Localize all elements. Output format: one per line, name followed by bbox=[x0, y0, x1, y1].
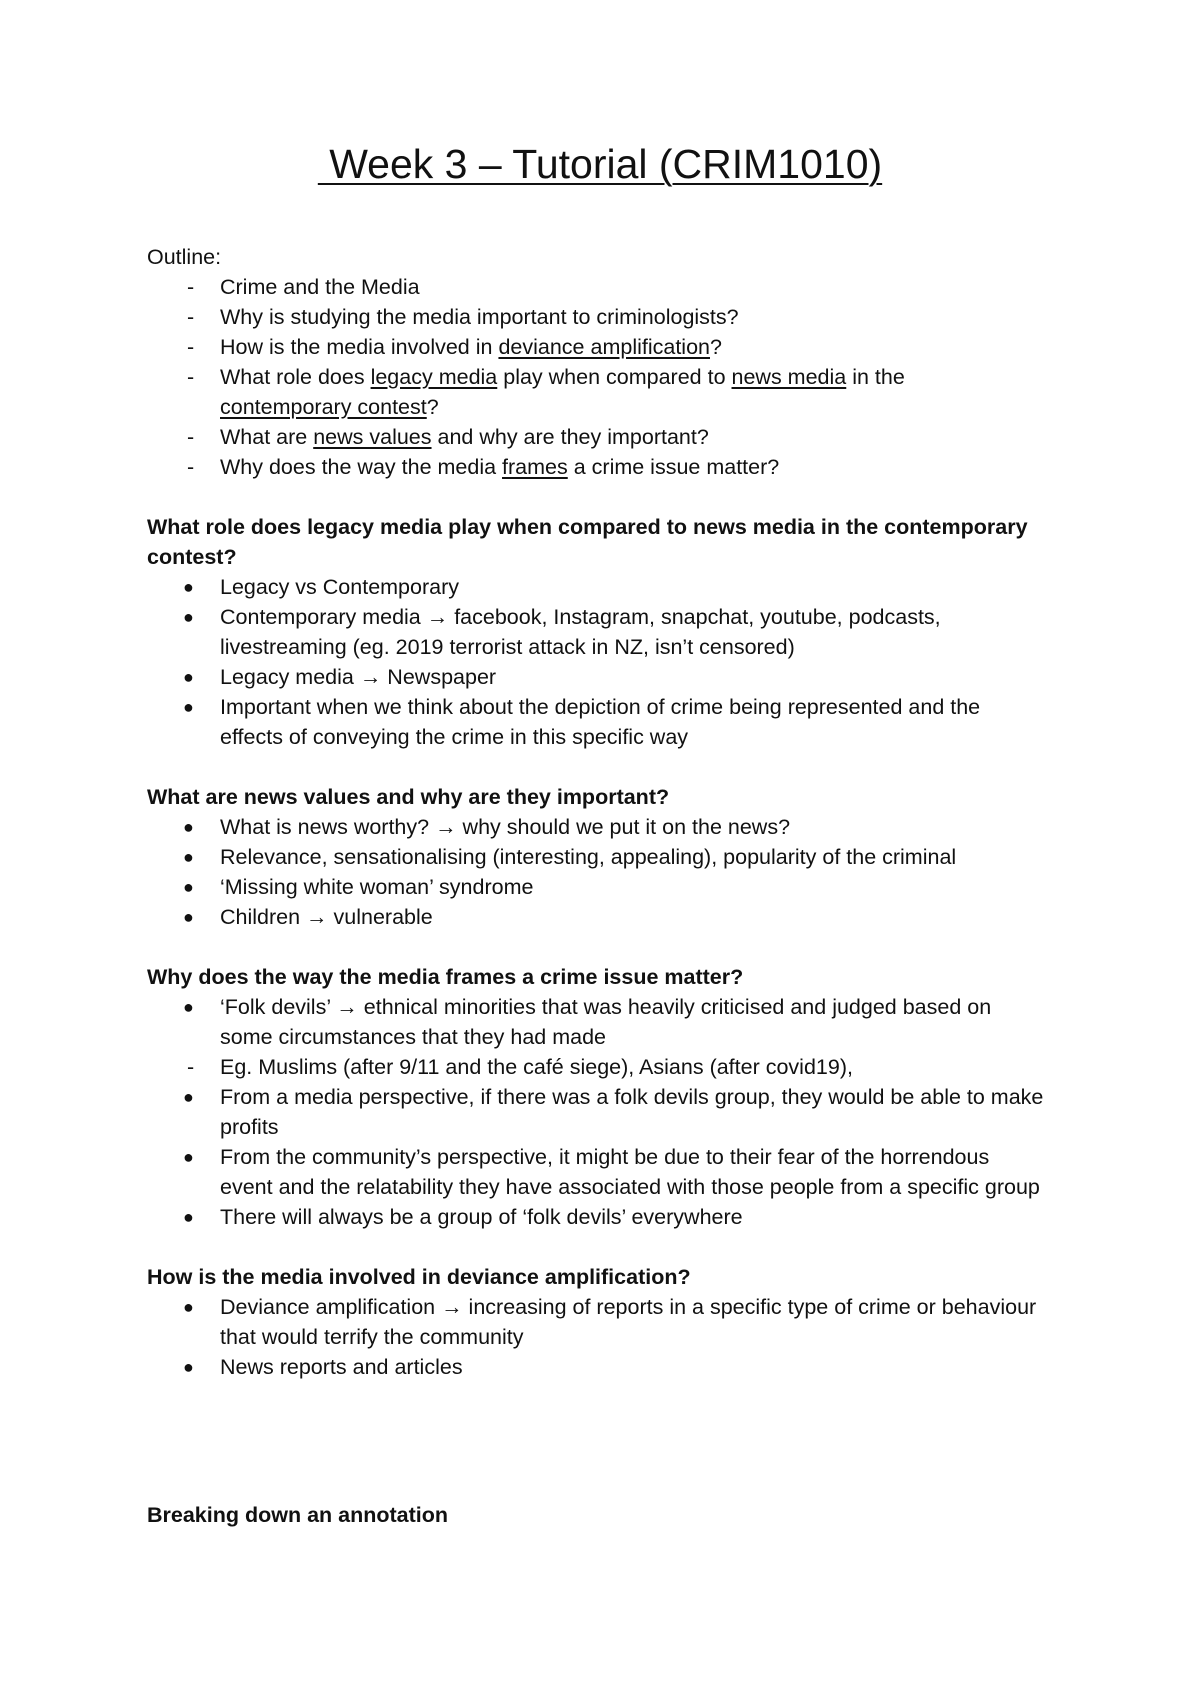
list-item-text: Important when we think about the depiction of crime being represented and the effects of conveying the crime in this specific way bbox=[220, 695, 981, 749]
outline-item-text: How is the media involved in bbox=[220, 335, 499, 359]
list-item-text: Relevance, sensationalising (interesting, appealing), popularity of the criminal bbox=[220, 845, 957, 869]
list-item bbox=[147, 1352, 1047, 1382]
underlined-term: deviance amplification bbox=[498, 335, 710, 359]
outline-item bbox=[147, 302, 1047, 332]
bullet-marker: ● bbox=[183, 577, 194, 597]
list-item bbox=[147, 842, 1047, 872]
document-body bbox=[147, 242, 1047, 1530]
list-item bbox=[147, 1292, 1047, 1352]
list-item bbox=[147, 692, 1047, 752]
outline-item bbox=[147, 422, 1047, 452]
list-item-text: Legacy vs Contemporary bbox=[220, 575, 459, 599]
list-item-text: ‘Folk devils’ → ethnical minorities that was heavily criticised and judged based on some circumstances that they had made bbox=[220, 995, 992, 1049]
outline-item-text: ? bbox=[710, 335, 722, 359]
bullet-marker: ● bbox=[183, 1297, 194, 1317]
outline-item bbox=[147, 362, 1047, 422]
bullet-marker: ● bbox=[183, 997, 194, 1017]
underlined-term: news media bbox=[731, 365, 847, 389]
outline-item-text: play when compared to bbox=[497, 365, 732, 389]
dash-marker: - bbox=[187, 455, 195, 479]
dash-marker: - bbox=[187, 1055, 195, 1079]
outline-item-text: What role does bbox=[220, 365, 371, 389]
list-item bbox=[147, 662, 1047, 692]
outline-item bbox=[147, 452, 1047, 482]
list-item-text: Eg. Muslims (after 9/11 and the café siege), Asians (after covid19), bbox=[220, 1055, 853, 1079]
document-title: Week 3 – Tutorial (CRIM1010) bbox=[317, 141, 883, 187]
dash-marker: - bbox=[187, 425, 195, 449]
bullet-marker: ● bbox=[183, 1087, 194, 1107]
list-item bbox=[147, 812, 1047, 842]
list-item bbox=[147, 602, 1047, 662]
list-item-text: Deviance amplification → increasing of reports in a specific type of crime or behaviour that would terrify the community bbox=[220, 1295, 1037, 1349]
spacer bbox=[147, 482, 1047, 512]
list-item-text: What is news worthy? → why should we put it on the news? bbox=[220, 815, 791, 839]
outline-item-text: What are bbox=[220, 425, 314, 449]
outline-label: Outline: bbox=[147, 245, 222, 269]
dash-marker: - bbox=[187, 335, 195, 359]
section-heading-annotation: Breaking down an annotation bbox=[147, 1503, 449, 1527]
outline-item-text: a crime issue matter? bbox=[567, 455, 780, 479]
underlined-term: frames bbox=[502, 455, 568, 479]
bullet-marker: ● bbox=[183, 1207, 194, 1227]
bullet-marker: ● bbox=[183, 1357, 194, 1377]
bullet-marker: ● bbox=[183, 697, 194, 717]
dash-marker: - bbox=[187, 305, 195, 329]
list-item-text: News reports and articles bbox=[220, 1355, 463, 1379]
bullet-marker: ● bbox=[183, 817, 194, 837]
outline-item-text: Crime and the Media bbox=[220, 275, 420, 299]
list-item bbox=[147, 1202, 1047, 1232]
underlined-term: legacy media bbox=[370, 365, 498, 389]
list-item bbox=[147, 1142, 1047, 1202]
outline-item-text: in the bbox=[846, 365, 905, 389]
dash-marker: - bbox=[187, 275, 195, 299]
spacer bbox=[147, 1232, 1047, 1262]
list-item bbox=[147, 1082, 1047, 1142]
bullet-marker: ● bbox=[183, 907, 194, 927]
bullet-marker: ● bbox=[183, 847, 194, 867]
bullet-marker: ● bbox=[183, 667, 194, 687]
list-item-text: Legacy media → Newspaper bbox=[220, 665, 497, 689]
list-item-text: From the community’s perspective, it might be due to their fear of the horrendous event and the relatability they have associated with those people from a specific group bbox=[220, 1145, 1040, 1199]
bullet-marker: ● bbox=[183, 877, 194, 897]
section-heading-media-frames: Why does the way the media frames a crime issue matter? bbox=[147, 965, 744, 989]
list-item bbox=[147, 872, 1047, 902]
list-item-text: From a media perspective, if there was a folk devils group, they would be able to make profits bbox=[220, 1085, 1044, 1139]
spacer bbox=[147, 932, 1047, 962]
bullet-marker: ● bbox=[183, 607, 194, 627]
outline-item-text: ? bbox=[426, 395, 439, 419]
outline-item bbox=[147, 332, 1047, 362]
list-item bbox=[147, 902, 1047, 932]
outline-item-text: Why is studying the media important to criminologists? bbox=[220, 305, 739, 329]
list-item-text: There will always be a group of ‘folk devils’ everywhere bbox=[220, 1205, 743, 1229]
section-heading-legacy-media: What role does legacy media play when compared to news media in the contemporary contest? bbox=[147, 515, 1028, 569]
outline-item bbox=[147, 272, 1047, 302]
bullet-marker: ● bbox=[183, 1147, 194, 1167]
list-item bbox=[147, 1052, 1047, 1082]
dash-marker: - bbox=[187, 365, 195, 389]
outline-item-text: and why are they important? bbox=[431, 425, 709, 449]
outline-item-text: Why does the way the media bbox=[220, 455, 503, 479]
list-item bbox=[147, 572, 1047, 602]
list-item-text: Children → vulnerable bbox=[220, 905, 433, 929]
spacer bbox=[147, 752, 1047, 782]
underlined-term: news values bbox=[313, 425, 432, 449]
list-item-text: Contemporary media → facebook, Instagram, snapchat, youtube, podcasts, livestreaming (eg. 2019 terrorist attack in NZ, isn’t censored) bbox=[220, 605, 941, 659]
underlined-term: contemporary contest bbox=[220, 395, 427, 419]
list-item-text: ‘Missing white woman’ syndrome bbox=[220, 875, 534, 899]
list-item bbox=[147, 992, 1047, 1052]
section-heading-deviance-amplification: How is the media involved in deviance amplification? bbox=[147, 1265, 691, 1289]
section-heading-news-values: What are news values and why are they important? bbox=[147, 785, 670, 809]
spacer bbox=[147, 1382, 1047, 1500]
